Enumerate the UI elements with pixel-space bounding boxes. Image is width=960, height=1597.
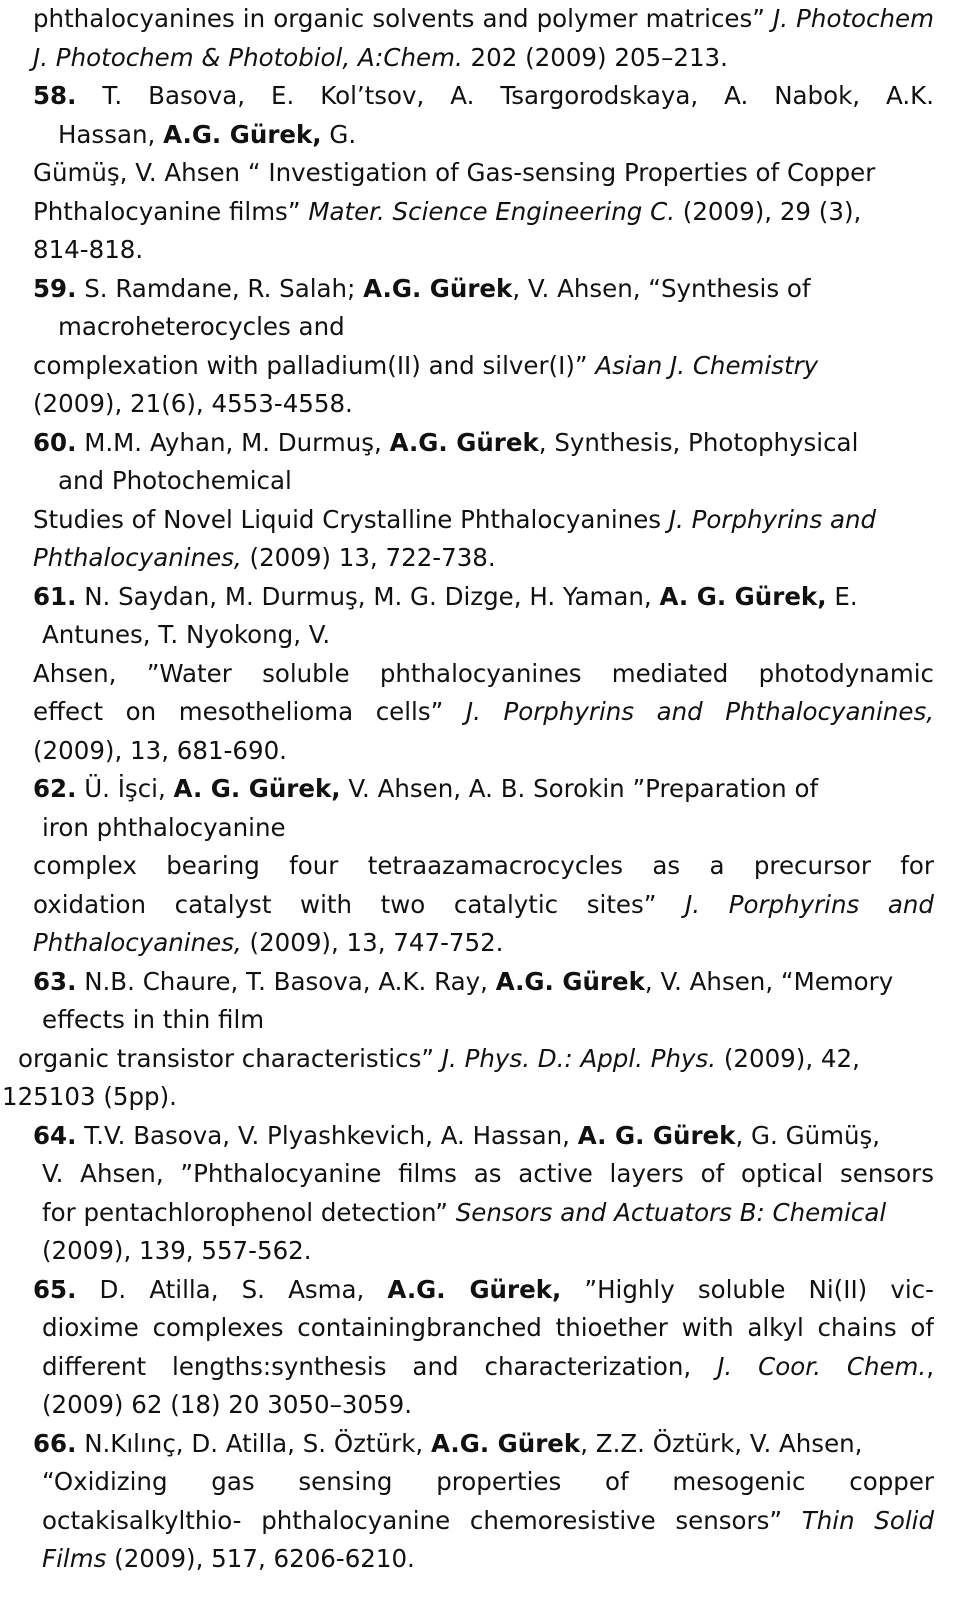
text-line [33,655,934,693]
text-run: effects in thin film [42,1005,265,1034]
author-highlight: 62. [33,774,77,803]
text-run: complexation with palladium(II) and silver(I)” [33,350,596,380]
text-run: , Synthesis, Photophysical [538,427,859,457]
text-run: (2009) 13, 722-738. [241,543,496,572]
text-run: , [926,1351,934,1381]
text-line [42,1348,934,1386]
text-line [42,1386,952,1424]
text-run: 125103 (5pp). [2,1082,177,1111]
author-highlight: A. G. Gürek [577,1120,736,1150]
text-run: V. Ahsen, ”Phthalocyanine films as active layers of optical sensors [42,1159,934,1188]
text-run: complex bearing four tetraazamacrocycles as a precursor for [33,851,934,880]
text-line [42,1194,952,1232]
author-highlight: A.G. Gürek [389,427,539,457]
text-line [33,0,934,38]
text-run: , V. Ahsen, “Memory [644,966,894,996]
text-line [33,231,952,269]
journal-title: J. Porphyrins and [685,889,934,919]
text-run: , V. Ahsen, “Synthesis of [512,273,811,303]
text-line [33,1425,952,1463]
author-highlight: 66. [33,1428,77,1458]
text-run: (2009), 13, 747-752. [241,928,504,957]
text-line [33,424,952,462]
text-run: iron phthalocyanine [42,812,286,842]
text-line [33,770,952,808]
text-run: (2009), 42, [716,1043,860,1073]
journal-title: J. Phys. D.: Appl. Phys. [441,1043,717,1073]
text-run: M.M. Ayhan, M. Durmuş, [76,427,390,457]
text-line [33,732,952,770]
text-line [33,924,952,962]
text-line [33,693,934,731]
text-run: and Photochemical [58,466,292,495]
text-run: Gümüş, V. Ahsen “ Investigation of Gas-sensing Properties of Copper [33,158,876,187]
author-highlight: 61. [33,581,77,611]
text-run: (2009) 62 (18) 20 3050–3059. [42,1390,413,1419]
text-run: , Z.Z. Öztürk, V. Ahsen, [580,1428,863,1458]
text-run: T.V. Basova, V. Plyashkevich, A. Hassan, [76,1120,578,1150]
text-run: 202 (2009) 205–213. [462,42,728,72]
text-run: effect on mesothelioma cells” [33,697,466,726]
journal-title: J. Photochem [773,4,934,33]
text-run: N. Saydan, M. Durmuş, M. G. Dizge, H. Yaman, [76,581,660,611]
text-run: Hassan, [58,119,164,149]
text-run: octakisalkylthio- phthalocyanine chemoresistive sensors” [42,1505,802,1535]
text-line [58,308,952,346]
author-highlight: 65. [33,1274,77,1304]
journal-title: Phthalocyanines, [33,928,242,957]
text-line [42,809,952,847]
author-highlight: A.G. Gürek, [387,1274,562,1304]
text-run: E. [826,581,858,611]
text-run: dioxime complexes containingbranched thioether with alkyl chains of [42,1313,934,1342]
text-line [33,385,952,423]
text-run: D. Atilla, S. Asma, [76,1274,388,1304]
text-run: V. Ahsen, A. B. Sorokin ”Preparation of [340,774,819,803]
journal-title: Phthalocyanines, [33,543,242,572]
author-highlight: A.G. Gürek [495,966,645,996]
text-line [58,462,952,500]
text-run: Antunes, T. Nyokong, V. [42,620,331,649]
text-run: organic transistor characteristics” [18,1043,442,1073]
text-run: Phthalocyanine films” [33,196,309,226]
text-line [42,1540,952,1578]
text-run: phthalocyanines in organic solvents and polymer matrices” [33,4,774,33]
text-line [33,847,934,885]
author-highlight: 64. [33,1120,77,1150]
text-run: macroheterocycles and [58,312,345,341]
text-run: (2009), 517, 6206-6210. [106,1544,415,1573]
journal-title: Films [42,1544,107,1573]
journal-title: J. Porphyrins and Phthalocyanines, [465,697,934,726]
journal-title: Asian J. Chemistry [595,350,819,380]
journal-title: Mater. Science Engineering C. [308,196,675,226]
text-line [33,501,952,539]
text-run: N.Kılınç, D. Atilla, S. Öztürk, [76,1428,431,1458]
text-run: Ü. İşci, [76,774,174,803]
text-line [42,616,952,654]
text-line [42,1232,952,1270]
journal-title: Thin Solid [801,1505,934,1535]
text-run: ”Highly soluble Ni(II) vic- [561,1274,934,1304]
text-line [42,1502,934,1540]
text-line [58,116,952,154]
text-line [18,1040,952,1078]
text-line [33,539,952,577]
text-run: (2009), 139, 557-562. [42,1236,312,1265]
text-line [33,39,952,77]
author-highlight: A.G. Gürek, [163,119,322,149]
text-line [33,578,952,616]
text-line [33,154,952,192]
author-highlight: 63. [33,966,77,996]
text-run: N.B. Chaure, T. Basova, A.K. Ray, [76,966,496,996]
text-run: , G. Gümüş, [735,1120,881,1150]
author-highlight: 59. [33,273,77,303]
author-highlight: 58. [33,81,77,110]
text-run: G. [321,119,357,149]
journal-title: J. Coor. Chem. [717,1351,927,1381]
text-run: (2009), 29 (3), [675,196,862,226]
text-line [33,1271,934,1309]
text-run: oxidation catalyst with two catalytic sites” [33,889,686,919]
author-highlight: A. G. Gürek, [173,774,341,803]
text-line [33,347,952,385]
text-line [33,886,934,924]
text-line [42,1463,934,1501]
text-run: 814-818. [33,235,144,264]
text-run: different lengths:synthesis and characterization, [42,1351,718,1381]
text-line [42,1001,952,1039]
text-run: for pentachlorophenol detection” [42,1197,456,1227]
text-line [2,1078,952,1116]
author-highlight: A.G. Gürek [431,1428,581,1458]
text-run: Studies of Novel Liquid Crystalline Phthalocyanines [33,504,669,534]
text-run: (2009), 13, 681-690. [33,735,287,765]
text-line [33,270,952,308]
journal-title: J. Porphyrins and [668,504,877,534]
text-run: Ahsen, ”Water soluble phthalocyanines mediated photodynamic [33,658,934,688]
text-run: (2009), 21(6), 4553-4558. [33,389,353,418]
text-line [33,963,952,1001]
text-run: “Oxidizing gas sensing properties of mesogenic copper [42,1467,934,1496]
text-line [42,1309,934,1347]
text-run: S. Ramdane, R. Salah; [76,273,364,303]
author-highlight: A. G. Gürek, [659,581,827,611]
journal-title: Sensors and Actuators B: Chemical [455,1197,887,1227]
text-line [33,1117,952,1155]
text-line [33,193,952,231]
text-line [33,77,934,115]
journal-title: J. Photochem & Photobiol, A:Chem. [33,42,463,72]
text-run: T. Basova, E. Kol’tsov, A. Tsargorodskaya, A. Nabok, A.K. [76,81,934,110]
author-highlight: 60. [33,427,77,457]
text-line [42,1155,934,1193]
author-highlight: A.G. Gürek [363,273,513,303]
